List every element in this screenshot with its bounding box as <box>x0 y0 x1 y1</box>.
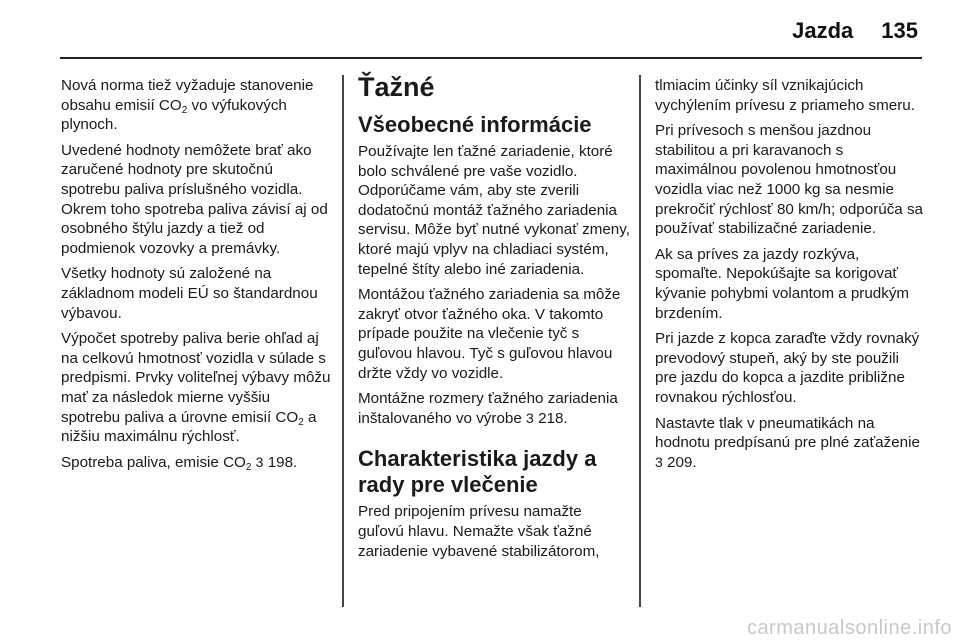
paragraph: Uvedené hodnoty nemôžete brať ako zaručené hodnoty pre skutočnú spotrebu paliva príslušného vozidla. Okrem toho spotreba paliva závisí aj od osobného štýlu jazdy a tiež od podmienok vozovky a premávky. <box>61 141 328 257</box>
column-2 <box>358 72 630 567</box>
paragraph: Všetky hodnoty sú založené na základnom modeli EÚ so štandardnou výbavou. <box>61 265 318 322</box>
section-title: Jazda <box>792 18 854 43</box>
column-divider-1 <box>342 75 344 607</box>
page-number: 135 <box>881 18 918 43</box>
page-header <box>792 18 918 44</box>
column-divider-2 <box>639 75 641 607</box>
paragraph: Nová norma tiež vyžaduje stanovenie obsahu emisií $CO_2$ vo výfukových plynoch. <box>61 77 314 134</box>
paragraph: Montážne rozmery ťažného zariadenia inštalovaného vo výrobe 3 218. <box>358 390 618 427</box>
paragraph: Ak sa príves za jazdy rozkýva, spomaľte. Nepokúšajte sa korigovať kývanie pohybmi volantom a prudkým brzdením. <box>655 245 910 322</box>
header-rule <box>60 57 922 59</box>
column-1 <box>61 76 333 478</box>
page-reference-link[interactable]: 209. <box>667 453 697 471</box>
paragraph: Pri jazde z kopca zaraďte vždy rovnaký prevodový stupeň, aký by ste použili pre jazdu do kopca a jazdite približne rovnakou rýchlosťou. <box>655 330 920 406</box>
page-reference-link[interactable]: 198. <box>267 453 298 471</box>
column-3 <box>655 76 923 478</box>
paragraph: Nastavte tlak v pneumatikách na hodnotu predpísanú pre plné zaťaženie 3 209. <box>655 414 920 471</box>
page-reference-arrow-icon: 3 <box>655 453 663 470</box>
page-reference-arrow-icon: 3 <box>526 409 534 426</box>
paragraph: Pred pripojením prívesu namažte guľovú hlavu. Nemažte však ťažné zariadenie vybavené stabilizátorom, <box>358 503 600 560</box>
page-reference-link[interactable]: 218. <box>538 409 568 427</box>
watermark: carmanualsonline.info <box>746 617 952 639</box>
section-heading: Charakteristika jazdy a rady pre vlečenie <box>358 446 597 498</box>
paragraph: Pri prívesoch s menšou jazdnou stabilitou a pri karavanoch s maximálnou povolenou hmotnosťou vozidla viac než 1000 kg sa nesmie prekročiť rýchlosť 80 km/h; odporúča sa používať stabilizačné zariadenie. <box>655 122 924 238</box>
paragraph: Spotreba paliva, emisie $CO_2$ 3 198. <box>61 453 298 473</box>
paragraph: Výpočet spotreby paliva berie ohľad aj na celkovú hmotnosť vozidla v súlade s predpismi. Prvky voliteľnej výbavy môžu mať za následok mierne vyššiu spotrebu paliva a úrovne emisií $CO_2$ a nižšiu maximálnu rýchlosť. <box>61 330 331 446</box>
paragraph: Montážou ťažného zariadenia sa môže zakryť otvor ťažného oka. V takomto prípade použite na vlečenie tyč s guľovou hlavou. Tyč s guľovou hlavou držte vždy vo vozidle. <box>358 286 621 382</box>
section-heading: Všeobecné informácie <box>358 112 592 137</box>
paragraph: Používajte len ťažné zariadenie, ktoré bolo schválené pre vaše vozidlo. Odporúčame vám, aby ste zverili dodatočnú montáž ťažného zariadenia servisu. Môže byť nutné vykonať zmeny, ktoré majú vplyv na chladiaci systém, tepelné štíty alebo iné zariadenia. <box>358 143 630 278</box>
paragraph: tlmiacim účinky síl vznikajúcich vychýlením prívesu z priameho smeru. <box>655 77 915 114</box>
page-reference-arrow-icon: 3 <box>255 453 264 470</box>
chapter-title: Ťažné <box>358 72 435 102</box>
